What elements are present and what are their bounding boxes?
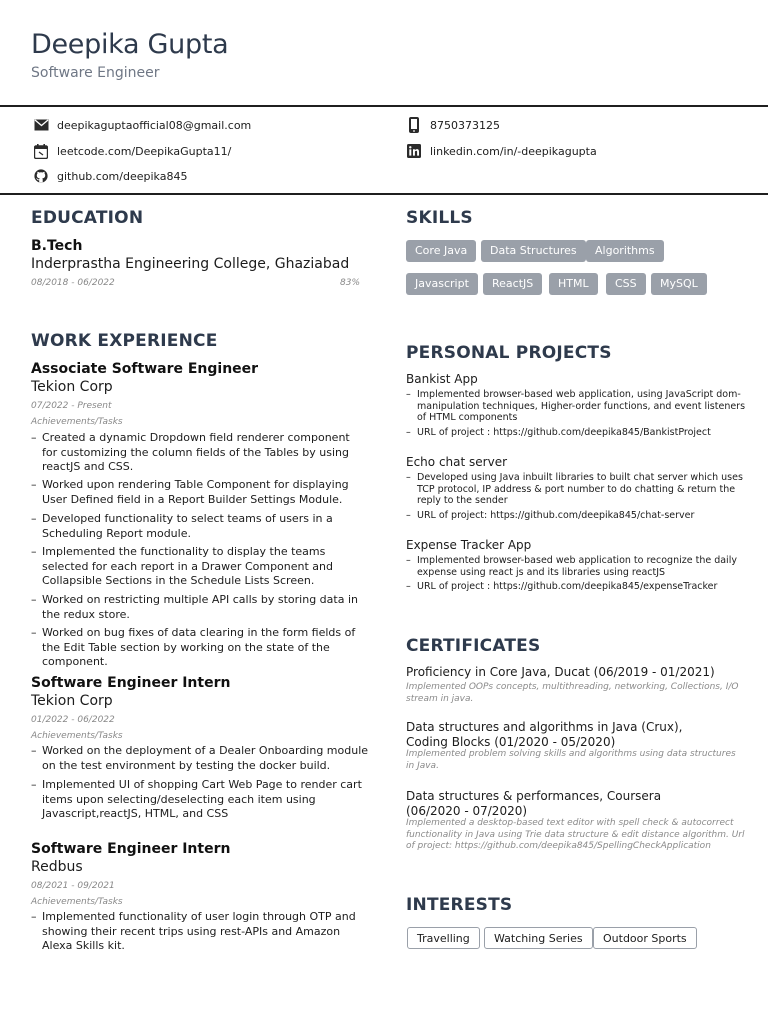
contact-divider — [0, 193, 768, 195]
education-school: Inderprastha Engineering College, Ghaziabad — [31, 256, 350, 272]
job-company: Tekion Corp — [31, 379, 113, 395]
job-tasks-label: Achievements/Tasks — [31, 897, 123, 907]
leetcode-icon — [33, 143, 49, 159]
job-bullet: – Developed functionality to select teams of users in a Scheduling Report module. — [31, 512, 362, 541]
project-url[interactable]: – URL of project : https://github.com/deepika845/BankistProject — [406, 427, 747, 439]
github-text: github.com/deepika845 — [57, 169, 188, 183]
job-role: Software Engineer Intern — [31, 675, 231, 691]
project-bullet: – Implemented browser-based web application to recognize the daily expense using react js and its libraries using reactJS — [406, 555, 747, 578]
contact-email[interactable] — [33, 117, 251, 133]
job-bullet: – Worked upon rendering Table Component for displaying User Defined field in a Report Builder Settings Module. — [31, 478, 362, 507]
linkedin-icon — [406, 143, 422, 159]
contact-github[interactable] — [33, 168, 187, 184]
job-tasks-label: Achievements/Tasks — [31, 731, 123, 741]
project-name: Bankist App — [406, 372, 478, 386]
job-bullet: – Worked on bug fixes of data clearing in the form fields of the Edit Table section by working on the state of the component. — [31, 626, 362, 670]
interest-chip: Travelling — [407, 927, 480, 949]
job-dates: 01/2022 - 06/2022 — [31, 715, 115, 725]
skill-chip: HTML — [549, 273, 598, 295]
phone-icon — [406, 117, 422, 133]
project-bullet: – Implemented browser-based web application, using JavaScript dom-manipulation techniques, Higher-order functions, and event listeners of HTML components — [406, 389, 747, 424]
job-bullet: – Created a dynamic Dropdown field renderer component for customizing the column fields of the Tables by using reactJS and CSS. — [31, 431, 362, 475]
project-name: Echo chat server — [406, 455, 508, 469]
skill-chip: ReactJS — [483, 273, 542, 295]
phone-text: 8750373125 — [430, 118, 500, 132]
job-bullet: – Worked on the deployment of a Dealer Onboarding module on the test environment by testing the docker build. — [31, 744, 372, 773]
job-dates: 07/2022 - Present — [31, 401, 112, 411]
interest-chip: Outdoor Sports — [593, 927, 697, 949]
certificate-desc: Implemented problem solving skills and algorithms using data structures in Java. — [406, 749, 736, 771]
skill-chip: Algorithms — [586, 240, 664, 262]
work-heading: WORK EXPERIENCE — [31, 331, 218, 351]
job-bullet: – Implemented functionality of user login through OTP and showing their recent trips using rest-APIs and Amazon Alexa Skills kit. — [31, 910, 362, 954]
education-grade: 83% — [340, 278, 361, 288]
skill-chip: CSS — [606, 273, 646, 295]
resume-header — [31, 28, 228, 83]
job-bullet: – Worked on restricting multiple API calls by storing data in the redux store. — [31, 593, 362, 622]
linkedin-text: linkedin.com/in/-deepikagupta — [430, 144, 597, 158]
candidate-name: Deepika Gupta — [31, 29, 229, 60]
job-bullet: – Implemented the functionality to display the teams selected for each report in a Drawer Component and Collapsible Sections in the Schedule Lists Screen. — [31, 545, 362, 589]
job-bullet: – Implemented UI of shopping Cart Web Page to render cart items upon selecting/deselecting each item using Javascript,reactJS, HTML, and CSS — [31, 778, 362, 822]
interest-chip: Watching Series — [484, 927, 593, 949]
project-bullet: – Developed using Java inbuilt libraries to built chat server which uses TCP protocol, IP address & port number to do chatting & return the reply to the sender — [406, 472, 747, 507]
skill-chip: Javascript — [406, 273, 478, 295]
skill-chip: Data Structures — [481, 240, 586, 262]
certificate-name: Data structures and algorithms in Java (Crux), Coding Blocks (01/2020 - 05/2020) — [406, 720, 683, 749]
email-icon — [33, 117, 49, 133]
job-tasks-label: Achievements/Tasks — [31, 417, 123, 427]
project-name: Expense Tracker App — [406, 538, 532, 552]
header-divider — [0, 105, 768, 107]
certificate-name: Proficiency in Core Java, Ducat (06/2019 - 01/2021) — [406, 665, 715, 679]
leetcode-text: leetcode.com/DeepikaGupta11/ — [57, 144, 232, 158]
contact-linkedin[interactable] — [406, 143, 597, 159]
github-icon — [33, 168, 49, 184]
skill-chip: MySQL — [651, 273, 707, 295]
projects-heading: PERSONAL PROJECTS — [406, 343, 612, 363]
skills-heading: SKILLS — [406, 208, 473, 228]
job-role: Software Engineer Intern — [31, 841, 231, 857]
certificates-heading: CERTIFICATES — [406, 636, 541, 656]
interests-heading: INTERESTS — [406, 895, 513, 915]
job-role: Associate Software Engineer — [31, 361, 259, 377]
education-degree: B.Tech — [31, 238, 83, 254]
job-dates: 08/2021 - 09/2021 — [31, 881, 115, 891]
job-company: Tekion Corp — [31, 693, 113, 709]
project-url[interactable]: – URL of project : https://github.com/deepika845/expenseTracker — [406, 581, 747, 593]
education-heading: EDUCATION — [31, 208, 144, 228]
contact-leetcode[interactable] — [33, 143, 231, 159]
certificate-desc: Implemented OOPs concepts, multithreading, networking, Collections, I/O stream in java. — [406, 682, 739, 704]
education-dates: 08/2018 - 06/2022 — [31, 278, 115, 288]
job-company: Redbus — [31, 859, 83, 875]
skill-chip: Core Java — [406, 240, 476, 262]
candidate-role: Software Engineer — [31, 65, 160, 81]
contact-phone[interactable] — [406, 117, 500, 133]
certificate-desc: Implemented a desktop-based text editor with spell check & autocorrect functionality in Java using Trie data structure & edit distance algorithm. Url of project: https://github.com/deepika845/SpellingCheckApplication — [406, 818, 745, 851]
project-url[interactable]: – URL of project: https://github.com/deepika845/chat-server — [406, 510, 747, 522]
email-text: deepikaguptaofficial08@gmail.com — [57, 118, 252, 132]
certificate-name: Data structures & performances, Coursera (06/2020 - 07/2020) — [406, 789, 662, 818]
